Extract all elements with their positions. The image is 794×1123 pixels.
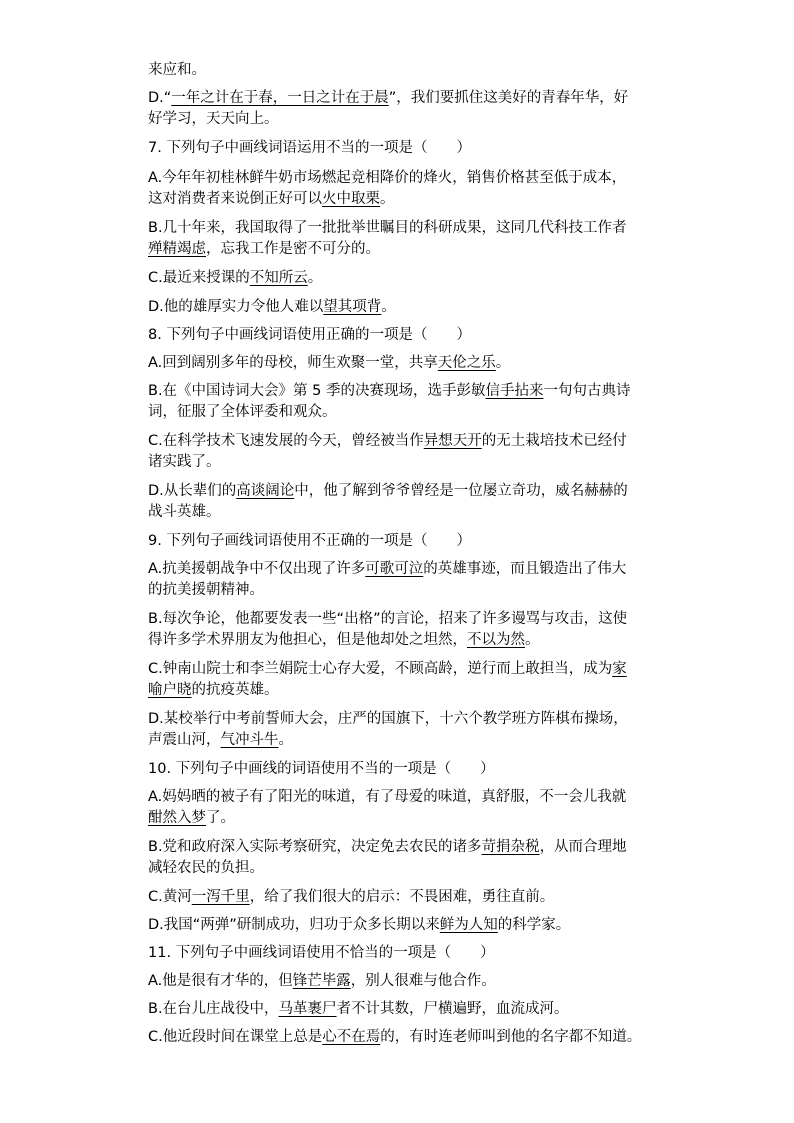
text-line xyxy=(148,943,676,964)
paragraph xyxy=(148,297,676,318)
text-line xyxy=(148,559,676,580)
text-line xyxy=(148,999,676,1020)
underlined-term: 可歌可泣 xyxy=(365,561,424,577)
text-segment: D.我国“两弹”研制成功，归功于众多长期以来 xyxy=(148,917,440,933)
text-line xyxy=(148,268,676,289)
text-line xyxy=(148,915,676,936)
text-segment: ，忘我工作是密不可分的。 xyxy=(206,241,380,257)
underlined-term: 天伦之乐 xyxy=(437,355,496,371)
text-segment: 7. 下列句子中画线词语运用不当的一项是（ ） xyxy=(148,140,471,156)
underlined-term: 高谈阔论 xyxy=(236,483,295,499)
paragraph xyxy=(148,218,676,260)
text-segment: 9. 下列句子画线词语使用不正确的一项是（ ） xyxy=(148,533,471,549)
text-line xyxy=(148,531,676,552)
text-segment: 的抗疫英雄。 xyxy=(191,682,279,698)
text-line xyxy=(148,887,676,908)
text-segment: 的科学家。 xyxy=(497,917,571,933)
text-line xyxy=(148,189,676,210)
paragraph xyxy=(148,837,676,879)
text-line xyxy=(148,808,676,829)
underlined-term: 气冲斗牛 xyxy=(220,732,279,748)
paragraph xyxy=(148,1027,676,1048)
paragraph xyxy=(148,60,676,81)
text-segment: 10. 下列句子中画线的词语使用不当的一项是（ ） xyxy=(148,761,495,777)
text-line xyxy=(148,109,676,130)
text-segment: 的英雄事迹，而且锻造出了伟大 xyxy=(423,561,627,577)
paragraph xyxy=(148,659,676,701)
paragraph xyxy=(148,943,676,964)
paragraph xyxy=(148,431,676,473)
text-line xyxy=(148,325,676,346)
text-segment: 来应和。 xyxy=(148,62,206,78)
text-line xyxy=(148,1027,676,1048)
text-segment: C.在科学技术飞速发展的今天，曾经被当作 xyxy=(148,433,424,449)
underlined-term: 不以为然 xyxy=(467,632,525,648)
paragraph xyxy=(148,381,676,423)
text-segment: 这对消费者来说倒正好可以 xyxy=(148,191,322,207)
underlined-term: 不知所云 xyxy=(249,270,308,286)
text-line xyxy=(148,971,676,992)
paragraph xyxy=(148,168,676,210)
text-segment: B.几十年来，我国取得了一批批举世瞩目的科研成果，这同几代科技工作者 xyxy=(148,220,627,236)
text-segment: 词，征服了全体评委和观众。 xyxy=(148,404,337,420)
text-segment: 的无土栽培技术已经付 xyxy=(481,433,627,449)
paragraph xyxy=(148,709,676,751)
paragraph xyxy=(148,999,676,1020)
paragraph xyxy=(148,138,676,159)
paragraph xyxy=(148,609,676,651)
text-segment: D.他的雄厚实力令他人难以 xyxy=(148,299,324,315)
paragraph xyxy=(148,759,676,780)
text-segment: 的，有时连老师叫到他的名字都不知道。 xyxy=(380,1029,642,1045)
text-segment: 一句句古典诗 xyxy=(543,383,631,399)
text-segment: 中，他了解到爷爷曾经是一位屡立奇功，威名赫赫的 xyxy=(294,483,628,499)
text-segment: C.黄河 xyxy=(148,889,192,905)
text-segment: 。 xyxy=(381,299,396,315)
text-line xyxy=(148,630,676,651)
text-line xyxy=(148,402,676,423)
text-segment: B.每次争论，他都要发表一些“出格”的言论，招来了许多谩骂与攻击，这使 xyxy=(148,611,628,627)
text-segment: 得许多学术界朋友为他担心，但是他却处之坦然， xyxy=(148,632,467,648)
text-segment: A.妈妈晒的被子有了阳光的味道，有了母爱的味道，真舒服，不一会儿我就 xyxy=(148,789,627,805)
paragraph xyxy=(148,971,676,992)
text-segment: B.党和政府深入实际考察研究，决定免去农民的诸多 xyxy=(148,839,482,855)
text-segment: ，别人很难与他合作。 xyxy=(350,973,496,989)
text-segment: B.在《中国诗词大会》第 5 季的决赛现场，选手彭敏 xyxy=(148,383,486,399)
paragraph xyxy=(148,88,676,130)
paragraph xyxy=(148,787,676,829)
text-segment: 。 xyxy=(307,270,323,286)
text-segment: 。 xyxy=(525,632,540,648)
text-line xyxy=(148,659,676,680)
text-line xyxy=(148,502,676,523)
text-segment: ”，我们要抓住这美好的青春年华，好 xyxy=(388,90,629,106)
underlined-term: 信手拈来 xyxy=(485,383,544,399)
paragraph xyxy=(148,915,676,936)
text-segment: ，给了我们很大的启示：不畏困难，勇往直前。 xyxy=(249,889,555,905)
text-line xyxy=(148,759,676,780)
text-segment: D.“ xyxy=(148,90,172,106)
text-segment: A.抗美援朝战争中不仅出现了许多 xyxy=(148,561,366,577)
text-segment: 诸实践了。 xyxy=(148,454,221,470)
text-segment: C.他近段时间在课堂上总是 xyxy=(148,1029,323,1045)
underlined-term: 锋芒毕露 xyxy=(292,973,351,989)
text-line xyxy=(148,680,676,701)
text-segment: 。 xyxy=(495,355,511,371)
text-line xyxy=(148,709,676,730)
underlined-term: 苛捐杂税 xyxy=(481,839,540,855)
underlined-term: 一年之计在于春，一日之计在于晨 xyxy=(171,90,389,106)
underlined-term: 马革裹尸 xyxy=(278,1001,337,1017)
paragraph xyxy=(148,353,676,374)
text-segment: 好学习，天天向上。 xyxy=(148,111,279,127)
text-segment: 声震山河， xyxy=(148,732,221,748)
paragraph xyxy=(148,887,676,908)
text-line xyxy=(148,138,676,159)
text-segment: 战斗英雄。 xyxy=(148,504,221,520)
text-line xyxy=(148,481,676,502)
text-line xyxy=(148,858,676,879)
underlined-term: 心不在焉 xyxy=(322,1029,381,1045)
text-segment: 。 xyxy=(278,732,293,748)
text-segment: D.从长辈们的 xyxy=(148,483,237,499)
paragraph xyxy=(148,325,676,346)
text-line xyxy=(148,580,676,601)
underlined-term: 异想天开 xyxy=(423,433,482,449)
text-line xyxy=(148,787,676,808)
text-segment: 了。 xyxy=(206,810,235,826)
text-line xyxy=(148,381,676,402)
text-line xyxy=(148,168,676,189)
text-segment: D.某校举行中考前誓师大会，庄严的国旗下，十六个教学班方阵棋布操场， xyxy=(148,711,628,727)
text-segment: 减轻农民的负担。 xyxy=(148,860,264,876)
text-segment: B.在台儿庄战役中， xyxy=(148,1001,279,1017)
text-segment: 的抗美援朝精神。 xyxy=(148,582,264,598)
text-line xyxy=(148,609,676,630)
text-segment: C.钟南山院士和李兰娟院士心存大爱，不顾高龄，逆行而上敢担当，成为 xyxy=(148,661,613,677)
paragraph xyxy=(148,268,676,289)
text-segment: 8. 下列句子中画线词语使用正确的一项是（ ） xyxy=(148,327,471,343)
underlined-term: 望其项背 xyxy=(323,299,382,315)
text-line xyxy=(148,297,676,318)
text-line xyxy=(148,837,676,858)
text-line xyxy=(148,730,676,751)
text-segment: A.回到阔别多年的母校，师生欢聚一堂，共享 xyxy=(148,355,438,371)
underlined-term: 鲜为人知 xyxy=(439,917,498,933)
text-line xyxy=(148,218,676,239)
underlined-term: 家 xyxy=(612,661,627,677)
underlined-term: 喻户晓 xyxy=(148,682,192,698)
text-line xyxy=(148,431,676,452)
text-segment: A.今年年初桂林鲜牛奶市场燃起竞相降价的烽火，销售价格甚至低于成本， xyxy=(148,170,627,186)
text-line xyxy=(148,60,676,81)
paragraph xyxy=(148,559,676,601)
text-segment: 。 xyxy=(380,191,395,207)
text-segment: C.最近来授课的 xyxy=(148,270,250,286)
text-segment: 11. 下列句子中画线词语使用不恰当的一项是（ ） xyxy=(148,945,495,961)
text-segment: A.他是很有才华的，但 xyxy=(148,973,293,989)
text-line xyxy=(148,88,676,109)
text-segment: 者不计其数，尸横遍野，血流成河。 xyxy=(336,1001,569,1017)
text-line xyxy=(148,239,676,260)
text-segment: ，从而合理地 xyxy=(539,839,627,855)
underlined-term: 一泻千里 xyxy=(191,889,250,905)
paragraph xyxy=(148,531,676,552)
text-line xyxy=(148,353,676,374)
underlined-term: 酣然入梦 xyxy=(148,810,206,826)
underlined-term: 火中取栗 xyxy=(322,191,380,207)
paragraph xyxy=(148,481,676,523)
underlined-term: 殚精竭虑 xyxy=(148,241,206,257)
text-line xyxy=(148,452,676,473)
